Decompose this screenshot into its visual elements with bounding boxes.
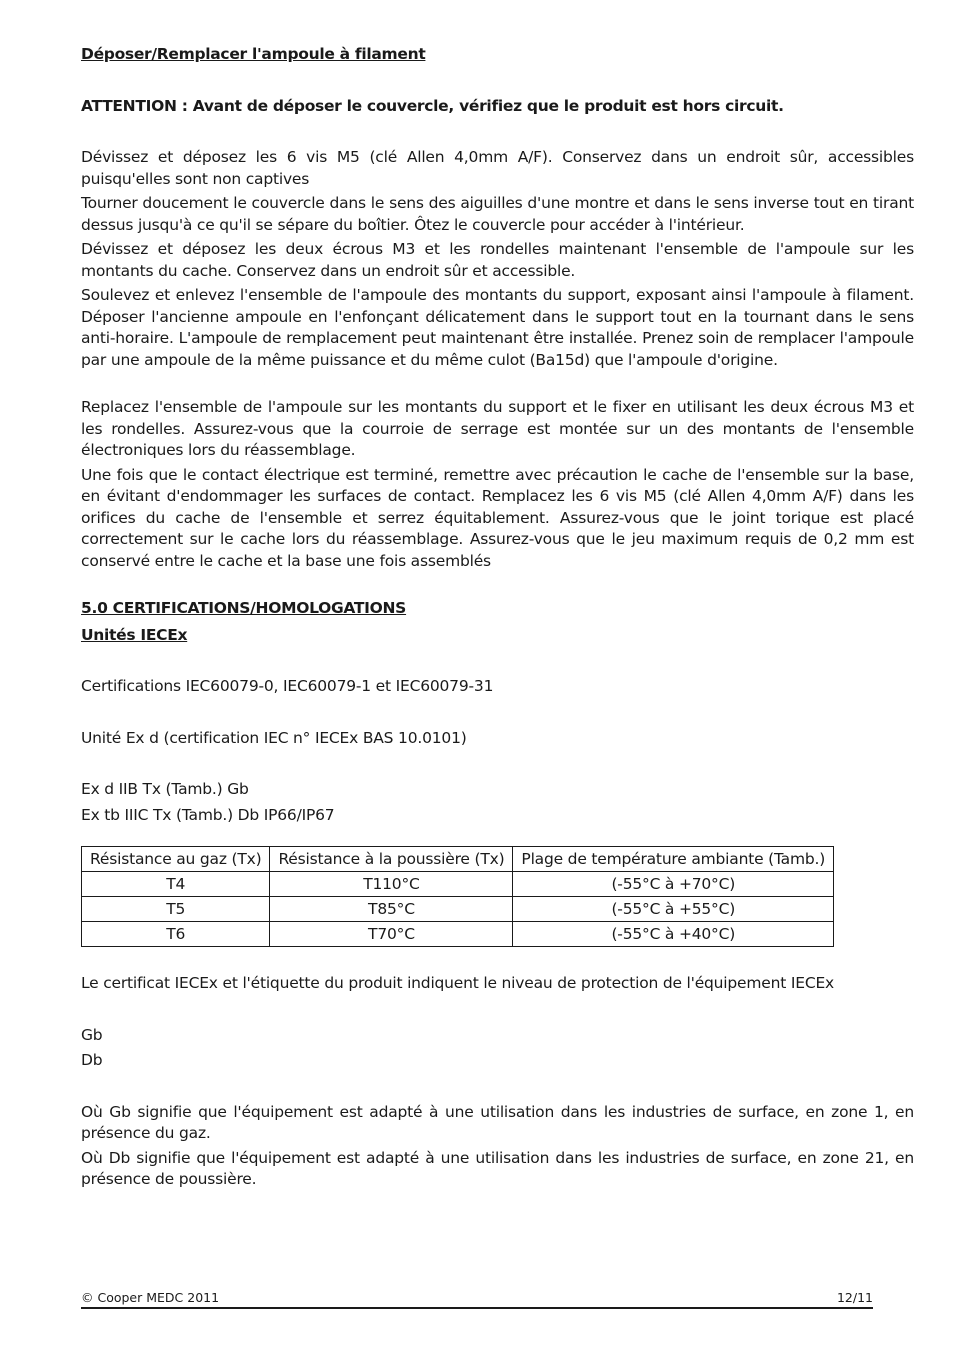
- table-cell: (-55°C à +40°C): [513, 922, 834, 947]
- footer-copyright: © Cooper MEDC 2011: [81, 1290, 220, 1305]
- section-title-removal: Déposer/Remplacer l'ampoule à filament: [81, 45, 426, 63]
- marking-dust: Ex tb IIIC Tx (Tamb.) Db IP66/IP67: [81, 805, 335, 824]
- table-cell: T6: [82, 922, 270, 947]
- attention-warning: ATTENTION : Avant de déposer le couvercle, vérifiez que le produit est hors circuit.: [81, 96, 784, 115]
- section-title-certifications: 5.0 CERTIFICATIONS/HOMOLOGATIONS: [81, 599, 407, 617]
- table-cell: (-55°C à +55°C): [513, 897, 834, 922]
- paragraph-rotate-cover: Tourner doucement le couvercle dans le sens des aiguilles d'une montre et dans le sens inverse tout en tirant dessus jusqu'à ce qu'il se sépare du boîtier. Ôtez le couvercle pour accéder à l'intérieur.: [81, 194, 914, 234]
- paragraph-nuts: Dévissez et déposez les deux écrous M3 et les rondelles maintenant l'ensemble de l'ampoule sur les montants du cache. Conservez dans un endroit sûr et accessible.: [81, 240, 914, 280]
- epl-db-description: Où Db signifie que l'équipement est adapté à une utilisation dans les industries de surface, en zone 21, en présence de poussière.: [81, 1148, 914, 1188]
- paragraph-refit-cover: Une fois que le contact électrique est terminé, remettre avec précaution le cache de l'ensemble sur la base, en évitant d'endommager les surfaces de contact. Remplacez les 6 vis M5 (clé Allen 4,0mm A/F) dans les orifices du cache de l'ensemble et serrez équitablement. Assurez-vous que le joint torique est placé correctement sur le cache lors du réassemblage. Assurez-vous que le jeu maximum requis de 0,2 mm est conservé entre le cache et la base une fois assemblés: [81, 465, 914, 570]
- table-row: [82, 922, 834, 947]
- table-cell: (-55°C à +70°C): [513, 872, 834, 897]
- table-header-ambient: Plage de température ambiante (Tamb.): [513, 847, 834, 872]
- epl-gb-description: Où Gb signifie que l'équipement est adapté à une utilisation dans les industries de surface, en zone 1, en présence du gaz.: [81, 1102, 914, 1142]
- table-row: [82, 897, 834, 922]
- paragraph-reassemble: Replacez l'ensemble de l'ampoule sur les montants du support et le fixer en utilisant les deux écrous M3 et les rondelles. Assurez-vous que la courroie de serrage est montée sur un des montants de l'ensemble électroniques lors du réassemblage.: [81, 398, 914, 459]
- epl-intro: Le certificat IECEx et l'étiquette du produit indiquent le niveau de protection de l'équipement IECEx: [81, 974, 835, 992]
- temperature-class-table: [81, 846, 834, 947]
- paragraph-replace-bulb: Soulevez et enlevez l'ensemble de l'ampoule des montants du support, exposant ainsi l'ampoule à filament. Déposer l'ancienne ampoule en l'enfonçant délicatement dans le support tout en la tournant dans le sens anti-horaire. L'ampoule de remplacement peut maintenant être installée. Prenez soin de remplacer l'ampoule par une ampoule de la même puissance et du même culot (Ba15d) que l'ampoule d'origine.: [81, 286, 914, 369]
- epl-gb: Gb: [81, 1025, 103, 1044]
- certification-standards: Certifications IEC60079-0, IEC60079-1 et IEC60079-31: [81, 677, 494, 695]
- table-row: [82, 872, 834, 897]
- table-cell: T110°C: [270, 872, 513, 897]
- table-cell: T5: [82, 897, 270, 922]
- certification-unit: Unité Ex d (certification IEC n° IECEx BAS 10.0101): [81, 728, 467, 747]
- paragraph-unscrew: Dévissez et déposez les 6 vis M5 (clé Allen 4,0mm A/F). Conservez dans un endroit sûr, accessibles puisqu'elles sont non captives: [81, 148, 914, 188]
- table-header-dust: Résistance à la poussière (Tx): [270, 847, 513, 872]
- table-cell: T85°C: [270, 897, 513, 922]
- table-cell: T4: [82, 872, 270, 897]
- epl-db: Db: [81, 1051, 103, 1069]
- footer-page-number: 12/11: [836, 1290, 873, 1305]
- footer-divider: [81, 1307, 873, 1309]
- table-header-row: [82, 847, 834, 872]
- subsection-title-iecex: Unités IECEx: [81, 625, 188, 644]
- document-page: [81, 44, 914, 1191]
- table-cell: T70°C: [270, 922, 513, 947]
- table-header-gas: Résistance au gaz (Tx): [82, 847, 270, 872]
- marking-gas: Ex d IIB Tx (Tamb.) Gb: [81, 780, 249, 798]
